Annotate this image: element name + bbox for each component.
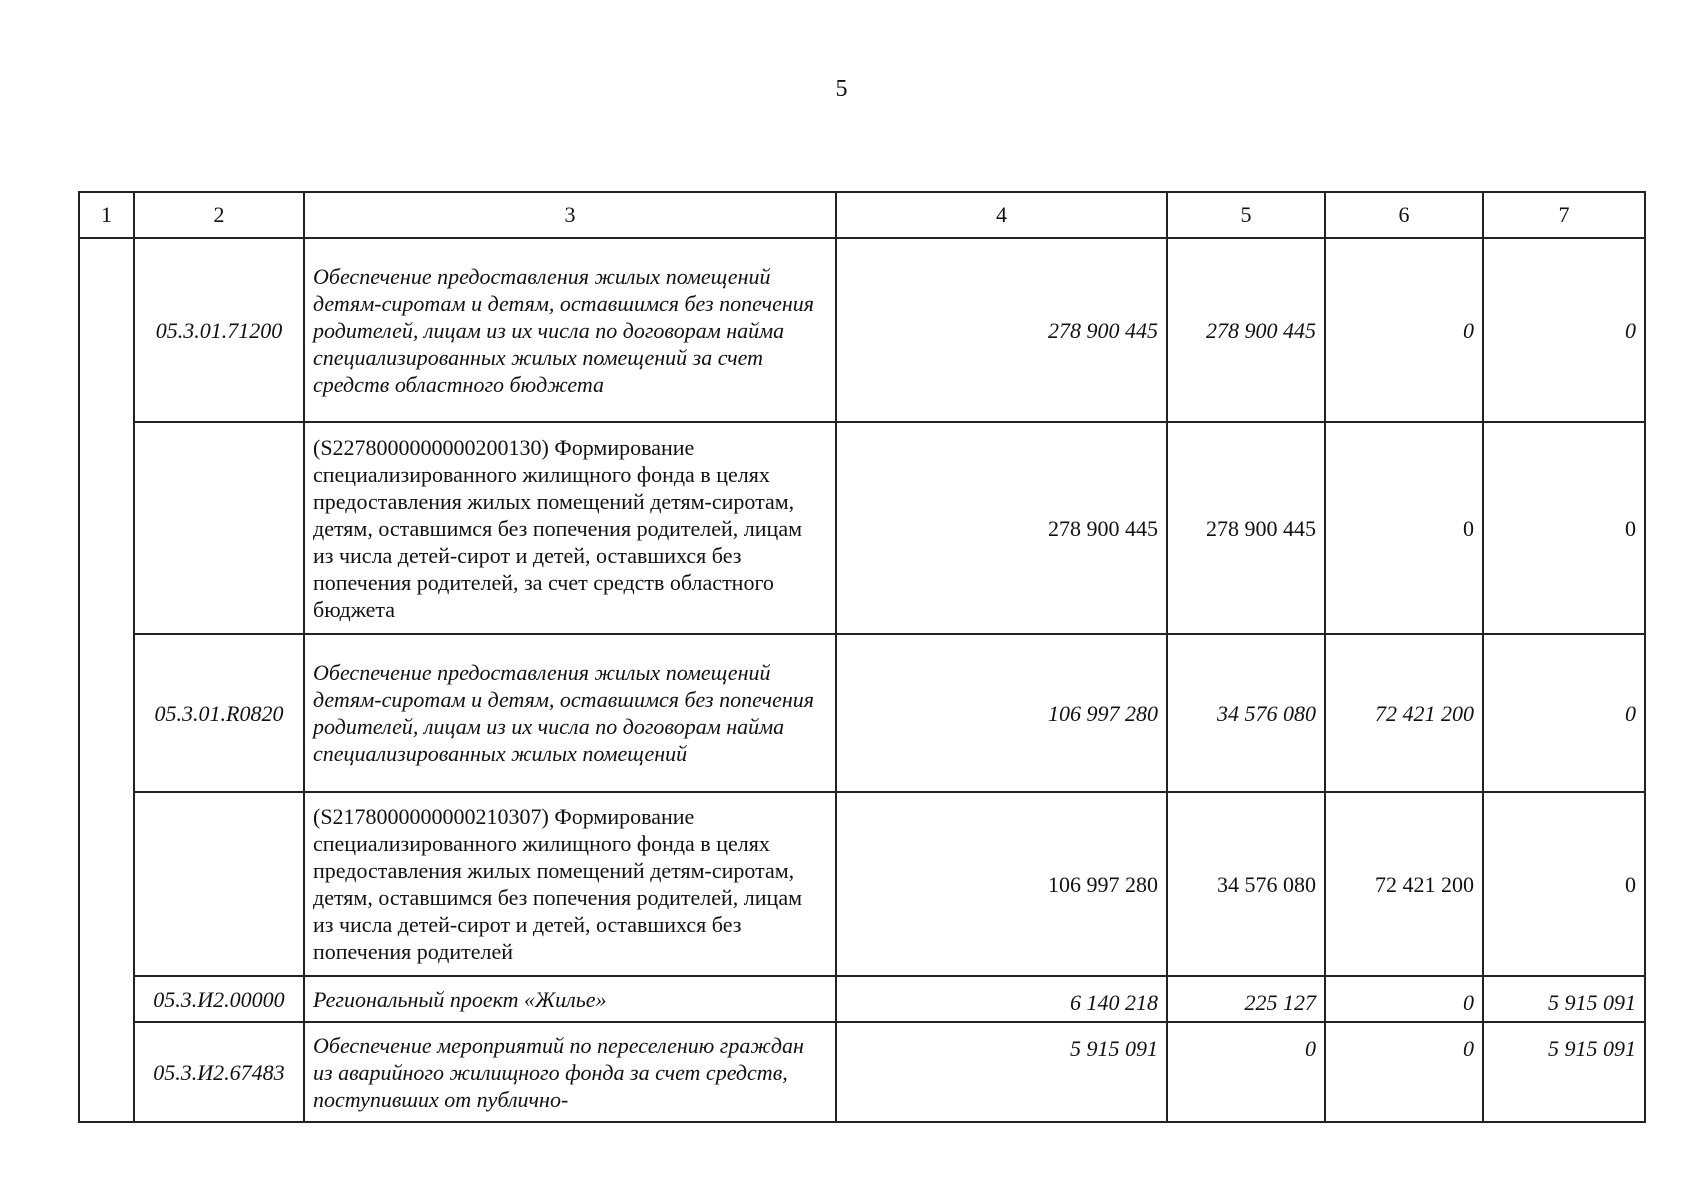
row-value-col4: 5 915 091 <box>836 1022 1167 1122</box>
row-code: 05.3.01.71200 <box>134 238 304 422</box>
row-code <box>134 422 304 634</box>
row-value-col5: 34 576 080 <box>1167 634 1325 792</box>
row-value-col6: 0 <box>1325 422 1483 634</box>
row-value-col5: 0 <box>1167 1022 1325 1122</box>
col1-merged-cell <box>79 238 134 1122</box>
table-row <box>79 792 1645 976</box>
row-value-col5: 225 127 <box>1167 976 1325 1022</box>
header-col-5: 5 <box>1167 192 1325 238</box>
page-number: 5 <box>835 76 848 102</box>
table-row <box>79 422 1645 634</box>
row-value-col7: 5 915 091 <box>1483 976 1645 1022</box>
row-value-col4: 106 997 280 <box>836 634 1167 792</box>
row-value-col6: 72 421 200 <box>1325 792 1483 976</box>
row-value-col4: 106 997 280 <box>836 792 1167 976</box>
row-value-col5: 278 900 445 <box>1167 422 1325 634</box>
header-col-3: 3 <box>304 192 836 238</box>
row-value-col7: 0 <box>1483 634 1645 792</box>
table-row <box>79 238 1645 422</box>
row-description: (S2178000000000210307) Формирование специализированного жилищного фонда в целях предоставления жилых помещений детям-сиротам, детям, оставшимся без попечения родителей, лицам из числа детей-сирот и детей, оставшихся без попечения родителей <box>304 792 836 976</box>
row-description: Региональный проект «Жилье» <box>304 976 836 1022</box>
header-col-2: 2 <box>134 192 304 238</box>
row-code <box>134 792 304 976</box>
row-description: Обеспечение предоставления жилых помещений детям-сиротам и детям, оставшимся без попечения родителей, лицам из их числа по договорам найма специализированных жилых помещений за счет средств областного бюджета <box>304 238 836 422</box>
header-col-7: 7 <box>1483 192 1645 238</box>
row-value-col7: 5 915 091 <box>1483 1022 1645 1122</box>
row-value-col4: 6 140 218 <box>836 976 1167 1022</box>
row-code: 05.3.01.R0820 <box>134 634 304 792</box>
row-value-col6: 0 <box>1325 976 1483 1022</box>
row-value-col7: 0 <box>1483 792 1645 976</box>
header-row <box>79 192 1645 238</box>
row-description: Обеспечение мероприятий по переселению граждан из аварийного жилищного фонда за счет средств, поступивших от публично- <box>304 1022 836 1122</box>
table-row <box>79 1022 1645 1122</box>
budget-table <box>78 191 1646 1123</box>
row-value-col5: 34 576 080 <box>1167 792 1325 976</box>
table-row <box>79 634 1645 792</box>
row-description: Обеспечение предоставления жилых помещений детям-сиротам и детям, оставшимся без попечения родителей, лицам из их числа по договорам найма специализированных жилых помещений <box>304 634 836 792</box>
row-value-col7: 0 <box>1483 422 1645 634</box>
row-description: (S2278000000000200130) Формирование специализированного жилищного фонда в целях предоставления жилых помещений детям-сиротам, детям, оставшимся без попечения родителей, лицам из числа детей-сирот и детей, оставшихся без попечения родителей, за счет средств областного бюджета <box>304 422 836 634</box>
header-col-4: 4 <box>836 192 1167 238</box>
row-value-col5: 278 900 445 <box>1167 238 1325 422</box>
row-code: 05.3.И2.67483 <box>134 1022 304 1122</box>
row-value-col6: 72 421 200 <box>1325 634 1483 792</box>
row-value-col7: 0 <box>1483 238 1645 422</box>
header-col-1: 1 <box>79 192 134 238</box>
row-value-col6: 0 <box>1325 1022 1483 1122</box>
table-row <box>79 976 1645 1022</box>
row-value-col6: 0 <box>1325 238 1483 422</box>
row-value-col4: 278 900 445 <box>836 422 1167 634</box>
row-value-col4: 278 900 445 <box>836 238 1167 422</box>
row-code: 05.3.И2.00000 <box>134 976 304 1022</box>
header-col-6: 6 <box>1325 192 1483 238</box>
